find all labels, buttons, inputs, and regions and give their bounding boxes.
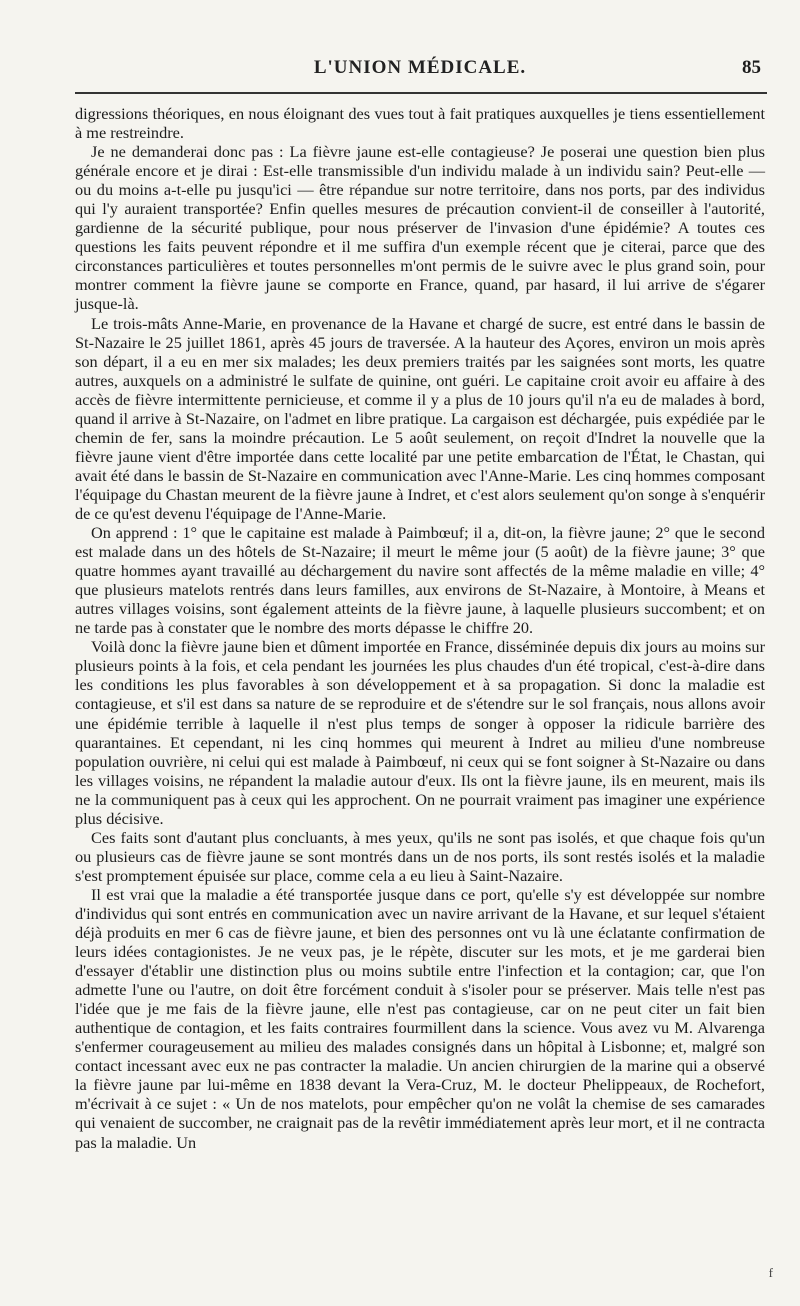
body-text	[75, 104, 765, 1152]
running-title: L'UNION MÉDICALE.	[313, 57, 527, 78]
page-number: 85	[742, 57, 761, 78]
paragraph: Ces faits sont d'autant plus concluants, à mes yeux, qu'ils ne sont pas isolés, et que chaque fois qu'un ou plusieurs cas de fièvre jaune se sont montrés dans un de nos ports, ils sont restés isolés et la maladie s'est promptement épuisée sur place, comme cela a eu lieu à Saint-Nazaire.	[75, 827, 765, 885]
bottom-mark: f	[768, 1265, 773, 1280]
header-rule	[75, 92, 767, 94]
paragraph: Le trois-mâts Anne-Marie, en provenance de la Havane et chargé de sucre, est entré dans le bassin de St-Nazaire le 25 juillet 1861, après 45 jours de traversée. A la hauteur des Açores, environ un mois après son départ, il a eu en mer six malades; les deux premiers traités par les saignées sont morts, les quatre autres, auxquels on a administré le sulfate de quinine, ont guéri. Le capitaine croit avoir eu affaire à des accès de fièvre intermittente pernicieuse, et comme il y a plus de 10 jours qu'il n'a eu de malades à bord, quand il arrive à St-Nazaire, on l'admet en libre pratique. La cargaison est déchargée, puis expédiée par le chemin de fer, sans la moindre précaution. Le 5 août seulement, on reçoit d'Indret la nouvelle que la fièvre jaune vient d'être importée dans cette localité par une petite embarcation de l'État, le Chastan, qui avait été dans le bassin de St-Nazaire en communication avec l'Anne-Marie. Les cinq hommes composant l'équipage du Chastan meurent de la fièvre jaune à Indret, et c'est alors seulement qu'on songe à s'enquérir de ce qu'est devenu l'équipage de l'Anne-Marie.	[75, 313, 765, 523]
paragraph: Je ne demanderai donc pas : La fièvre jaune est-elle contagieuse? Je poserai une question bien plus générale encore et je dirai : Est-elle transmissible d'un individu malade à un individu sain? Peut-elle — ou du moins a-t-elle pu jusqu'ici — être répandue sur notre territoire, dans nos ports, par des individus qui l'y auraient transportée? Enfin quelles mesures de précaution convient-il de conseiller à l'autorité, gardienne de la sécurité publique, pour nous préserver de l'invasion d'une épidémie? A toutes ces questions les faits peuvent répondre et il me suffira d'un exemple récent que je citerai, parce que des circonstances particulières et toutes personnelles m'ont permis de le suivre avec le plus grand soin, pour montrer comment la fièvre jaune se comporte en France, quand, par hasard, il lui arrive de s'égarer jusque-là.	[75, 142, 765, 314]
paragraph: digressions théoriques, en nous éloignant des vues tout à fait pratiques auxquelles je tiens essentiellement à me restreindre.	[75, 104, 765, 143]
paragraph: Il est vrai que la maladie a été transportée jusque dans ce port, qu'elle s'y est développée sur nombre d'individus qui sont entrés en communication avec un navire arrivant de la Havane, et sur lequel s'étaient déjà produits en mer 6 cas de fièvre jaune, et bien des personnes ont vu là une éclatante confirmation de leurs idées contagionistes. Je ne veux pas, je le répète, discuter sur les mots, et je me garderai bien d'essayer d'établir une distinction plus ou moins subtile entre l'infection et la contagion; car, que l'on admette l'une ou l'autre, on doit être forcément conduit à s'isoler pour se préserver. Mais telle n'est pas l'idée que je me fais de la fièvre jaune, elle n'est pas contagieuse, car on ne peut citer un fait bien authentique de contagion, et les faits contraires fourmillent dans la science. Vous avez vu M. Alvarenga s'enfermer courageusement au milieu des malades consignés dans un hôpital à Lisbonne; et, malgré son contact incessant avec eux ne pas contracter la maladie. Un ancien chirurgien de la marine qui a observé la fièvre jaune par lui-même en 1838 devant la Vera-Cruz, M. le docteur Phelippeaux, de Rochefort, m'écrivait à ce sujet : « Un de nos matelots, pour empêcher qu'on ne volât la chemise de ses camarades qui venaient de succomber, ne craignait pas de la revêtir immédiatement après leur mort, et il ne contracta pas la maladie. Un	[75, 884, 765, 1152]
paragraph: On apprend : 1° que le capitaine est malade à Paimbœuf; il a, dit-on, la fièvre jaune; 2° que le second est malade dans un des hôtels de St-Nazaire; il meurt le même jour (5 août) de la fièvre jaune; 3° que quatre hommes ayant travaillé au déchargement du navire sont affectés de la même maladie en ville; 4° que plusieurs matelots rentrés dans leurs familles, aux environs de St-Nazaire, à Montoire, à Means et autres villages voisins, sont également atteints de la fièvre jaune, à laquelle plusieurs succombent; et on ne tarde pas à constater que le nombre des morts dépasse le chiffre 20.	[75, 523, 765, 638]
page-header	[75, 57, 765, 91]
paragraph: Voilà donc la fièvre jaune bien et dûment importée en France, disséminée depuis dix jours au moins sur plusieurs points à la fois, et cela pendant les journées les plus chaudes d'un été tropical, c'est-à-dire dans les conditions les plus favorables à son développement et à sa propagation. Si donc la maladie est contagieuse, et s'il est dans sa nature de se reproduire et de s'étendre sur le sol français, nous allons avoir une épidémie terrible à laquelle il n'est plus temps de songer à opposer la ridicule barrière des quarantaines. Et cependant, ni les cinq hommes qui meurent à Indret au milieu d'une nombreuse population ouvrière, ni celui qui est malade à Paimbœuf, ni ceux qui se font soigner à St-Nazaire ou dans les villages voisins, ne répandent la maladie autour d'eux. Ils ont la fièvre jaune, ils en meurent, mais ils ne la communiquent pas à ceux qui les approchent. On ne pourrait vraiment pas imaginer une expérience plus décisive.	[75, 637, 765, 828]
